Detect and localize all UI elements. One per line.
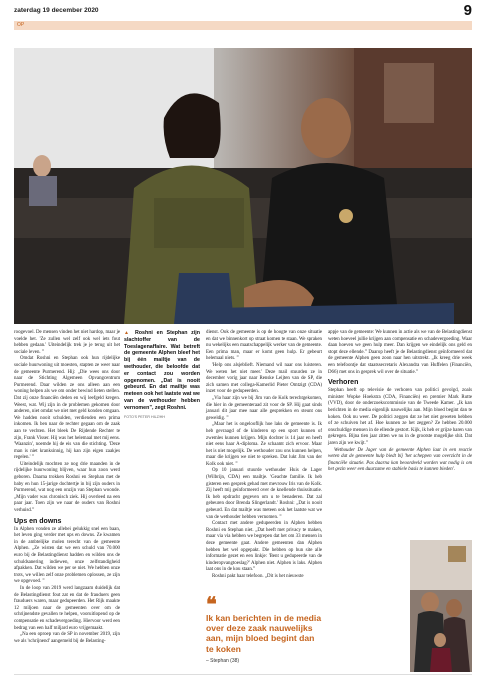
caption-body: Roshni en Stephan zijn slachtoffer van de Toeslagenaffaire. Wat betreft de gemeente Alphen bleef het bij één mailtje van de wethouder, die beloofde dat er contact zou worden opgenomen. „Dat is nooit gebeurd. En dat mailtje was meteen ook het laatste wat we van de wethouder hebben vernomen”, zegt Roshni. <box>124 330 200 411</box>
quote-mark-icon: ❝ <box>206 594 217 616</box>
page-header <box>14 2 472 20</box>
article-column-1 <box>14 330 120 645</box>
paragraph: Roshni pakt haar telefoon. „Dit is het nieuwste <box>212 573 304 579</box>
quote-author: – Stephan (38) <box>206 657 240 664</box>
paragraph: Stephan heeft op televisie de verhoren van politici gevolgd, zoals minister Wopke Hoekstra (CDA, Financiën) en premier Mark Rutte (VVD), door de onderzoekscommissie van de Tweede Kamer. „Ik kan berichten in de media eigenlijk nauwelijks aan. Mijn bloed begint dan te koken. Ook nu weer. De politici zeggen dat ze het niet geweten hebben of ze schuiven het af. Hoe kunnen ze het zeggen? Ze hebben 20.000 onschuldige mensen in de ellende gestort. Kijk, ik heb er grijze haren van gekregen. Bijna tien jaar zitten we nu in de grootste mogelijke shit. Dat jaren zijn we kwijt.” <box>328 388 472 446</box>
paragraph: „Maar het is ongelooflijk hoe laks de gemeente is. Ik heb gevraagd of de kinderen op een sport kunnen of zwemles kunnen krijgen. Mijn dochter is 14 jaar en heeft niet eens haar A-diploma. Ze schaamt zich ervoor. Maar het is niet mogelijk. De wethouder zou ons kunnen helpen, maar die krijgen we niet te spreken. Dat lukt Jim van der Kolk ook niet. ” <box>206 422 322 467</box>
section-bar <box>14 21 472 30</box>
pull-quote <box>206 594 324 664</box>
paragraph: 'Help ons alsjeblieft. Niemand wil naar ons luisteren. We weten het niet meer.' Deze mail stuurden ze in december vorig jaar naar Renske Leijten van de SP, die zich samen met collega-Kamerlid Pieter Omtzigt (CDA) inzet voor de gedupeerden. <box>206 362 322 395</box>
article-column-4 <box>328 330 472 474</box>
paragraph: Wethouder De Jager van de gemeente Alphen laat in een reactie weten dat de gemeente hulp biedt bij 'het scheppen van overzicht in de financiële situatie. Pas daarna kan beoordeeld worden wat nodig is om het gezin weer een duurzame en stabiele basis te kunnen bieden'. <box>328 447 472 473</box>
photo-credit: FOTO'S PETER HILZ/HH <box>124 414 165 419</box>
paragraph: Omdat Roshni en Stephan ook hun rijdelijke sociale huurwoning uit moesten, stapten ze weer naar de gemeente Purmerend. Hij: „Die wees ons door naar de Stichting Algemeen Opvangcentrum Purmerend. Daar wilden ze ons alleen aan een woning helpen als we om onder bewind lieten stellen. Dat zij onze financiën deden en wij leefgeld kregen. Weest, wat. Wij zijn in de problemen gekomen door anderen, niet omdat we niet met geld konden omgaan. We hadden nooit schulden, verdienden een prima inkomen. Ik ben naar de rechter gegaan om de zaak aan te vechten. Het bleek De Rijdende Rechter te zijn, Frank Visser. Hij was het helemaal met mij eens. 'Waanzin', noemde hij de eis van die stichting. 'Deze man is niet kranksinnig, hij kan zijn eigen zaakjes regelen.' ” <box>14 356 120 461</box>
caption-text <box>124 330 200 412</box>
subheading-ups-en-downs: Ups en downs <box>14 517 62 525</box>
quote-text: Ik kan berichten in de media over deze zaak nauwelijks aan, mijn bloed begint dan te koken <box>206 613 322 654</box>
paragraph: „Na een oproep van de SP in november 2019, zijn we als 'schrijnend' aangemeld bij de Belasting- <box>14 632 120 644</box>
paragraph: Op 10 januari stuurde wethouder Huis de Lager (Wilbrijn, CDA) een mailtje. 'Geachte familie. Ik heb gisteren een gesprek gehad met mevrouw Iris van de Kolk. Zij heeft mij geïnformeerd over de knellende thuissituatie. Ik heb opdracht gegeven om u te benaderen. Dat zal gebeuren door Brenda Slingerlandt.' Roshni: „Dat is nooit gebeurd. En dat mailtje was meteen ook het laatste wat we van de wethouder hebben vernomen. ” <box>206 468 322 520</box>
photo-caption <box>124 330 200 420</box>
paragraph: „Via haar zijn we bij Jim van de Kolk terechtgekomen, die hier in de gemeenteraad zit voor de SP. Hij gaat sinds januari dit jaar mee naar alle gesprekken en steunt ons geweldig. ” <box>206 395 322 421</box>
paragraph: appje van de gemeente: We kunnen in actie als we van de Belastingdienst weten hoeveel jullie krijgen aan compensatie en schadevergoeding. Waar daan hoeven we geen hulp meer. Dan krijgen we eindelijk ons geld en stopt deze ellende.” Daarop heeft je de Belastingdienst geïnformeerd dat de gemeente Alphen geen zoon naar hen uitstrekt. „Ik kreeg drie week een telefoontje dat staatssecretaris Alexandra van Huffelen (Financiën, D66) met ons in gesprek wil over de situatie.” <box>328 330 472 375</box>
page-footer-rule <box>14 674 472 675</box>
paragraph: dienst. Ook de gemeente is op de hoogte van onze situatie en dat we binnenkort op straat komen te staan. We spraken nu wekelijks een maatschappelijk werker van de gemeente. Een prima man, maar er komt geen hulp. Er gebeurt helemaal niets. ” <box>206 330 322 362</box>
article-column-3 <box>206 330 322 581</box>
family-photo-icon <box>410 540 472 672</box>
issue-date: zaterdag 19 december 2020 <box>14 7 99 14</box>
paragraph: In de loop van 2019 werd langzaam duidelijk dat de Belastingdienst fout zat en dat de frauduers geen frauduers waren, maar gedupeerden. Het Rijk maakte 12 miljoen naar de gemeenten over om de schrijnendste gevallen te helpen, vooruitlopend op de compensatie en schadevergoeding. Hiervoor werd een bedrag van een half miljard euro vrijgemaakt. <box>14 585 120 631</box>
paragraph: Contact met andere gedupeerden in Alphen hebben Roshni en Stephan niet. „Dat heeft met privacy te maken, maar via via hebben we begrepen dat het om 33 mensen in deze gemeente gaat. Andere gemeenten dan Alphen hebben het wel opgepakt. Die hebben op hun site alle informatie gezet en een linkje: 'Bent u gedupeerde van de kinderopvangtoeslag?' Alphen niet. Alphen is laks. Alphen laat ons in de kou staan.” <box>206 521 322 573</box>
page-number: 9 <box>463 2 472 19</box>
main-photo <box>14 48 472 324</box>
subheading-verhoren: Verhoren <box>328 379 359 387</box>
paragraph: roogevoel. De mensen vinden het niet hardop, maar je voelde het. 'Ze zullen wel zelf ook wel iets fout hebben gedaan.' Uiteindelijk trek je je terug uit het sociale leven. ” <box>14 330 120 355</box>
section-tag: OP <box>17 22 25 28</box>
triangle-icon: ▲ <box>124 330 132 336</box>
paragraph: In Alphen vonden ze allebei gelukkig snel een baan, het leven ging verder met ups en downs. Ze kwamen in de ambtelijke molen terecht van de gemeente Alphen. „Ze wisten dat we een schuld van 70.000 euro bij de Belastingdienst hadden en wilden ons de schuldsanering indiewen, onze zelfstandigheid afpakken. Dat wilden we per se niet. We hebben onze trots, we willen zelf onze problemen oplossen, ze zijn we opgevoed. ” <box>14 526 120 585</box>
secondary-photo <box>410 540 472 672</box>
portrait-photo-icon <box>14 48 472 324</box>
paragraph: Uiteindelijk mochten ze nog drie maanden in de rijdelijke huurwoning blijven, waar hun zoon werd geboren. Daarna trokken Roshni en Stephan met de baby en hun 15-jarige dochtertje in bij zijn ouders in Purmerend, wat nog een onzijn van Stephan woonde. „Mijn vader was chronisch ziek. Hij overleed na een paar jaar. Toen zijn we naar de ouders van Roshni verhuisd.” <box>14 461 120 514</box>
